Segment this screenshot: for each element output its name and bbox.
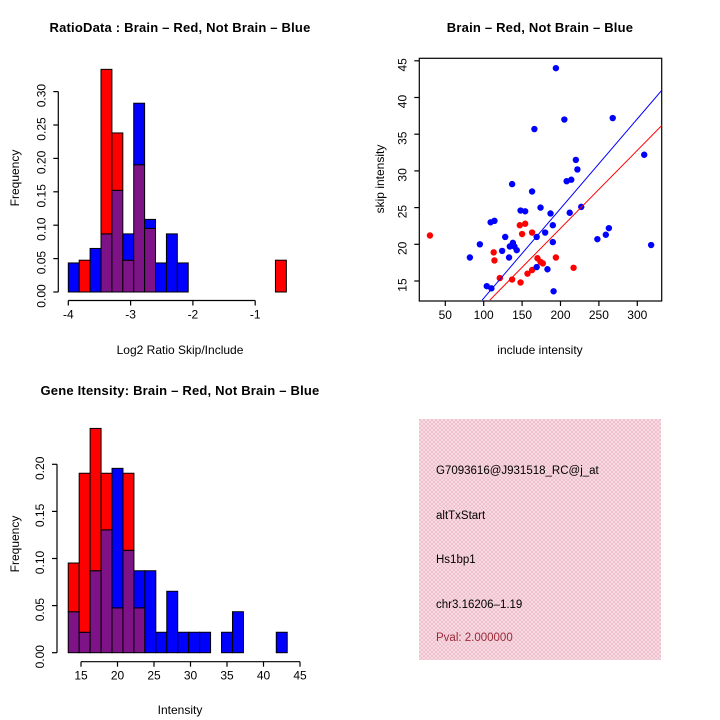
scatter-point-not-brain [648,242,654,248]
scatter-point-not-brain [561,116,567,122]
scatter-point-not-brain [547,210,553,216]
hist-bar-not-brain [177,263,188,292]
scatter-point-brain [517,279,523,285]
hist-bar-overlap [145,228,156,292]
scatter-point-brain [427,232,433,238]
hist-bar-not-brain [276,632,287,652]
scatter-point-brain [522,221,528,227]
scatter-point-not-brain [553,65,559,71]
scatter-point-not-brain [573,157,579,163]
ratio-histogram-plot [0,0,360,360]
hist-bar-brain [79,260,90,292]
scatter-point-not-brain [567,210,573,216]
x-tick-label: 30 [183,668,198,683]
x-tick-label: -2 [187,307,199,322]
hist-bar-overlap [134,165,145,292]
hist-bar-overlap [90,571,101,653]
hist-bar-not-brain [189,632,200,652]
hist-bar-not-brain [123,234,134,260]
ratio-histogram-title: RatioData : Brain – Red, Not Brain – Blue [49,20,311,35]
scatter-x-axis-label: include intensity [497,343,583,357]
y-tick-label: 15 [395,278,410,292]
scatter-point-brain [553,254,559,260]
y-tick-label: 0.15 [33,503,47,528]
y-tick-label: 0.10 [33,550,47,575]
scatter-point-brain [490,249,496,255]
x-tick-label: 300 [627,308,648,322]
scatter-point-not-brain [606,225,612,231]
y-tick-label: 40 [395,94,410,109]
x-tick-label: 25 [147,668,161,683]
scatter-y-axis-label: skip intensity [373,144,387,214]
x-tick-label: 45 [293,668,307,683]
gene-name-text: Hs1bp1 [436,554,476,566]
scatter-point-not-brain [507,243,513,249]
x-tick-label: 200 [550,308,571,322]
panel-gene-intensity-histogram [0,360,360,720]
probe-id-text: G7093616@J931518_RC@j_at [436,465,599,477]
x-tick-label: 40 [256,668,271,683]
x-tick-label: 150 [512,308,533,322]
scatter-point-not-brain [506,254,512,260]
hist-bar-overlap [101,234,112,292]
scatter-point-not-brain [467,254,473,260]
gene-histogram-y-axis-label: Frequency [8,515,22,573]
scatter-point-not-brain [550,288,556,294]
scatter-point-brain [529,229,535,235]
panel-gene-info [360,360,720,720]
scatter-point-not-brain [574,166,580,172]
y-tick-label: 0.10 [34,217,49,241]
x-tick-label: 35 [220,668,234,683]
panel-ratio-histogram [0,0,360,360]
scatter-point-not-brain [502,234,508,240]
scatter-point-brain [497,275,503,281]
x-tick-label: 15 [74,668,88,683]
y-tick-label: 0.00 [33,645,47,669]
event-type-text: altTxStart [436,510,486,522]
hist-bar-not-brain [145,219,156,228]
x-tick-label: 20 [110,668,125,683]
x-tick-label: -1 [249,307,261,322]
scatter-point-not-brain [568,177,574,183]
x-tick-label: -4 [62,307,74,322]
y-tick-label: 0.20 [34,150,49,175]
hist-bar-not-brain [222,632,233,652]
x-tick-label: 50 [438,308,452,322]
y-tick-label: 0.15 [34,184,49,208]
intensity-scatter-plot [360,0,720,360]
hist-bar-brain [68,563,79,612]
hist-bar-overlap [134,608,145,653]
scatter-point-not-brain [610,115,616,121]
y-tick-label: 0.30 [34,83,49,108]
ratio-histogram-y-axis-label: Frequency [8,149,22,207]
hist-bar-not-brain [167,591,178,652]
y-tick-label: 0.25 [34,117,49,141]
scatter-point-not-brain [594,236,600,242]
panel-intensity-scatter [360,0,720,360]
scatter-point-not-brain [542,229,548,235]
y-tick-label: 35 [395,131,410,145]
scatter-point-not-brain [522,208,528,214]
hist-bar-overlap [123,550,134,652]
hist-bar-not-brain [166,234,177,292]
hist-bar-not-brain [134,103,145,165]
x-tick-label: -3 [125,307,136,322]
ratio-histogram-x-axis-label: Log2 Ratio Skip/Include [116,343,244,357]
scatter-point-brain [540,260,546,266]
hist-bar-not-brain [156,263,167,292]
scatter-point-not-brain [509,181,515,187]
scatter-point-not-brain [514,247,520,253]
scatter-point-not-brain [537,204,543,210]
hist-bar-not-brain [68,263,79,292]
hist-bar-overlap [112,190,123,292]
y-tick-label: 25 [395,204,410,219]
scatter-point-brain [491,257,497,263]
scatter-point-not-brain [477,241,483,247]
y-tick-label: 0.20 [33,456,47,480]
scatter-point-not-brain [531,126,537,132]
hist-bar-overlap [112,608,123,653]
hist-bar-brain [101,473,112,530]
scatter-point-not-brain [603,232,609,238]
y-tick-label: 30 [395,168,410,182]
y-tick-label: 0.00 [34,284,49,308]
scatter-title: Brain – Red, Not Brain – Blue [446,20,634,35]
gene-info-box [419,419,661,660]
scatter-point-brain [570,265,576,271]
y-tick-label: 0.05 [34,250,49,275]
y-tick-label: 45 [395,58,410,72]
hist-bar-brain [101,69,112,234]
scatter-point-not-brain [641,152,647,158]
gene-histogram-title: Gene Itensity: Brain – Red, Not Brain – Blue [40,383,320,398]
hist-bar-not-brain [232,612,243,653]
hist-bar-overlap [101,530,112,653]
hist-bar-brain [112,133,123,190]
hist-bar-not-brain [156,632,167,652]
hist-bar-overlap [79,632,90,652]
hist-bar-not-brain [134,571,145,608]
scatter-point-not-brain [529,188,535,194]
hist-bar-brain [123,473,134,550]
hist-bar-not-brain [112,468,123,608]
hist-bar-brain [90,428,101,570]
y-tick-label: 0.05 [33,597,47,622]
scatter-point-not-brain [550,222,556,228]
hist-bar-not-brain [145,571,156,653]
scatter-point-not-brain [499,248,505,254]
locus-text: chr3.16206–1.19 [436,599,523,611]
scatter-point-not-brain [550,239,556,245]
hist-bar-not-brain [200,632,211,652]
gene-intensity-histogram-plot [0,360,360,720]
scatter-point-not-brain [491,218,497,224]
scatter-point-not-brain [533,264,539,270]
hist-bar-not-brain [178,632,189,652]
scatter-point-brain [519,231,525,237]
hist-bar-not-brain [90,248,101,292]
hist-bar-brain [275,260,286,292]
x-tick-label: 250 [588,308,609,322]
gene-histogram-x-axis-label: Intensity [157,703,203,717]
x-tick-label: 100 [473,308,494,322]
hist-bar-overlap [123,260,134,292]
scatter-point-brain [517,222,523,228]
pval-text: Pval: 2.000000 [436,632,513,644]
hist-bar-brain [79,473,90,632]
fit-line-brain [490,125,662,300]
scatter-point-not-brain [544,266,550,272]
y-tick-label: 20 [395,241,410,255]
hist-bar-overlap [68,612,79,653]
